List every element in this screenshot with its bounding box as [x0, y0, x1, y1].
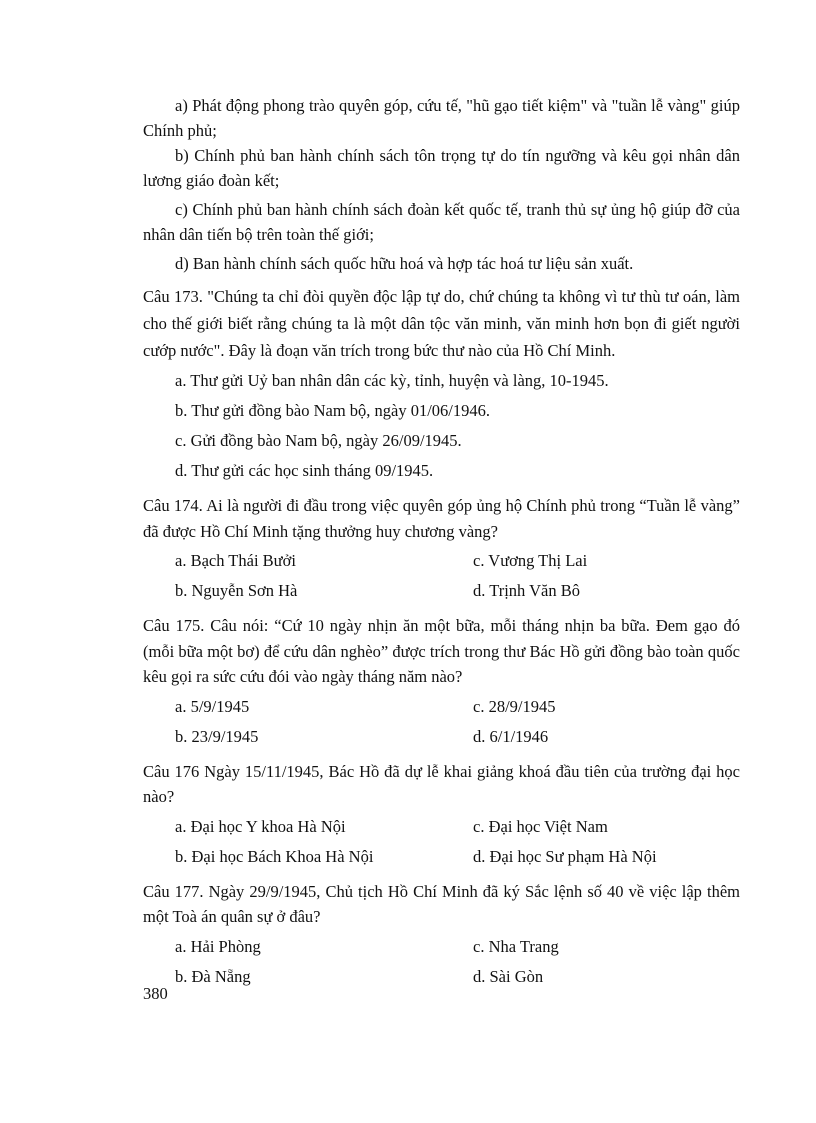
question-177-answer-c: c. Nha Trang — [473, 936, 559, 956]
question-173-answer-c: c. Gửi đồng bào Nam bộ, ngày 26/09/1945. — [175, 431, 462, 450]
question-175-answer-a: a. 5/9/1945 — [175, 696, 250, 716]
question-177 — [143, 879, 740, 992]
question-177-answer-a: a. Hải Phòng — [175, 936, 261, 956]
question-173-text: Câu 173. "Chúng ta chỉ đòi quyền độc lập tự do, chứ chúng ta không vì tư thù tư oán, làm cho thế giới biết rằng chúng ta là một dân tộc văn minh, văn minh hơn bọn đi giết người cướp nước". Đây là đoạn văn trích trong bức thư nào của Hồ Chí Minh. — [143, 287, 740, 360]
question-175-answers — [143, 692, 740, 752]
question-177-answer-b: b. Đà Nẵng — [175, 966, 251, 986]
page-number: 380 — [143, 984, 168, 1003]
question-175-answer-b: b. 23/9/1945 — [175, 726, 259, 746]
question-177-text: Câu 177. Ngày 29/9/1945, Chủ tịch Hồ Chí Minh đã ký Sắc lệnh số 40 về việc lập thêm một Toà án quân sự ở đâu? — [143, 881, 740, 926]
intro-option-b: b) Chính phủ ban hành chính sách tôn trọng tự do tín ngưỡng và kêu gọi nhân dân lương giáo đoàn kết; — [143, 146, 740, 190]
intro-option-d: d) Ban hành chính sách quốc hữu hoá và hợp tác hoá tư liệu sản xuất. — [175, 254, 634, 273]
question-174-answer-a: a. Bạch Thái Bưởi — [175, 551, 296, 570]
question-173-answer-d: d. Thư gửi các học sinh tháng 09/1945. — [175, 461, 434, 480]
question-176-answer-a: a. Đại học Y khoa Hà Nội — [175, 816, 346, 836]
question-175-answer-d: d. 6/1/1946 — [473, 726, 549, 746]
question-173-answer-b: b. Thư gửi đồng bào Nam bộ, ngày 01/06/1946. — [175, 401, 491, 420]
question-177-answers — [143, 932, 740, 992]
question-174 — [143, 493, 740, 606]
intro-option-c: c) Chính phủ ban hành chính sách đoàn kết quốc tế, tranh thủ sự ủng hộ giúp đỡ của nhân dân tiến bộ trên toàn thế giới; — [143, 200, 740, 244]
question-174-text: Câu 174. Ai là người đi đầu trong việc quyên góp ủng hộ Chính phủ trong “Tuần lễ vàng” đã được Hồ Chí Minh tặng thưởng huy chương vàng? — [143, 496, 740, 541]
question-176-text: Câu 176 Ngày 15/11/1945, Bác Hồ đã dự lễ khai giảng khoá đầu tiên của trường đại học nào? — [143, 761, 740, 806]
question-176-answer-d: d. Đại học Sư phạm Hà Nội — [473, 846, 657, 866]
question-174-answer-d: d. Trịnh Văn Bô — [473, 581, 580, 600]
question-175-answer-c: c. 28/9/1945 — [473, 696, 556, 716]
question-175-text: Câu 175. Câu nói: “Cứ 10 ngày nhịn ăn một bữa, mỗi tháng nhịn ba bữa. Đem gạo đó (mỗi bữa một bơ) để cứu dân nghèo” được trích trong thư Bác Hồ gửi đồng bào toàn quốc kêu gọi ra sức cứu đói vào ngày tháng năm nào? — [143, 616, 740, 686]
question-174-answer-b: b. Nguyễn Sơn Hà — [175, 581, 298, 600]
question-174-answer-c: c. Vương Thị Lai — [473, 551, 588, 570]
page-content — [143, 93, 740, 992]
question-173 — [143, 283, 740, 486]
question-173-answer-a: a. Thư gửi Uỷ ban nhân dân các kỳ, tỉnh, huyện và làng, 10-1945. — [175, 371, 609, 390]
question-173-answers — [143, 366, 740, 486]
intro-options — [143, 93, 740, 276]
question-176-answer-c: c. Đại học Việt Nam — [473, 816, 608, 836]
question-176-answers — [143, 812, 740, 872]
question-174-answers — [143, 546, 740, 606]
question-176-answer-b: b. Đại học Bách Khoa Hà Nội — [175, 846, 374, 866]
intro-option-a: a) Phát động phong trào quyên góp, cứu tế, "hũ gạo tiết kiệm" và "tuần lễ vàng" giúp Chính phủ; — [143, 96, 740, 140]
question-176 — [143, 759, 740, 872]
question-175 — [143, 613, 740, 752]
question-177-answer-d: d. Sài Gòn — [473, 966, 544, 986]
